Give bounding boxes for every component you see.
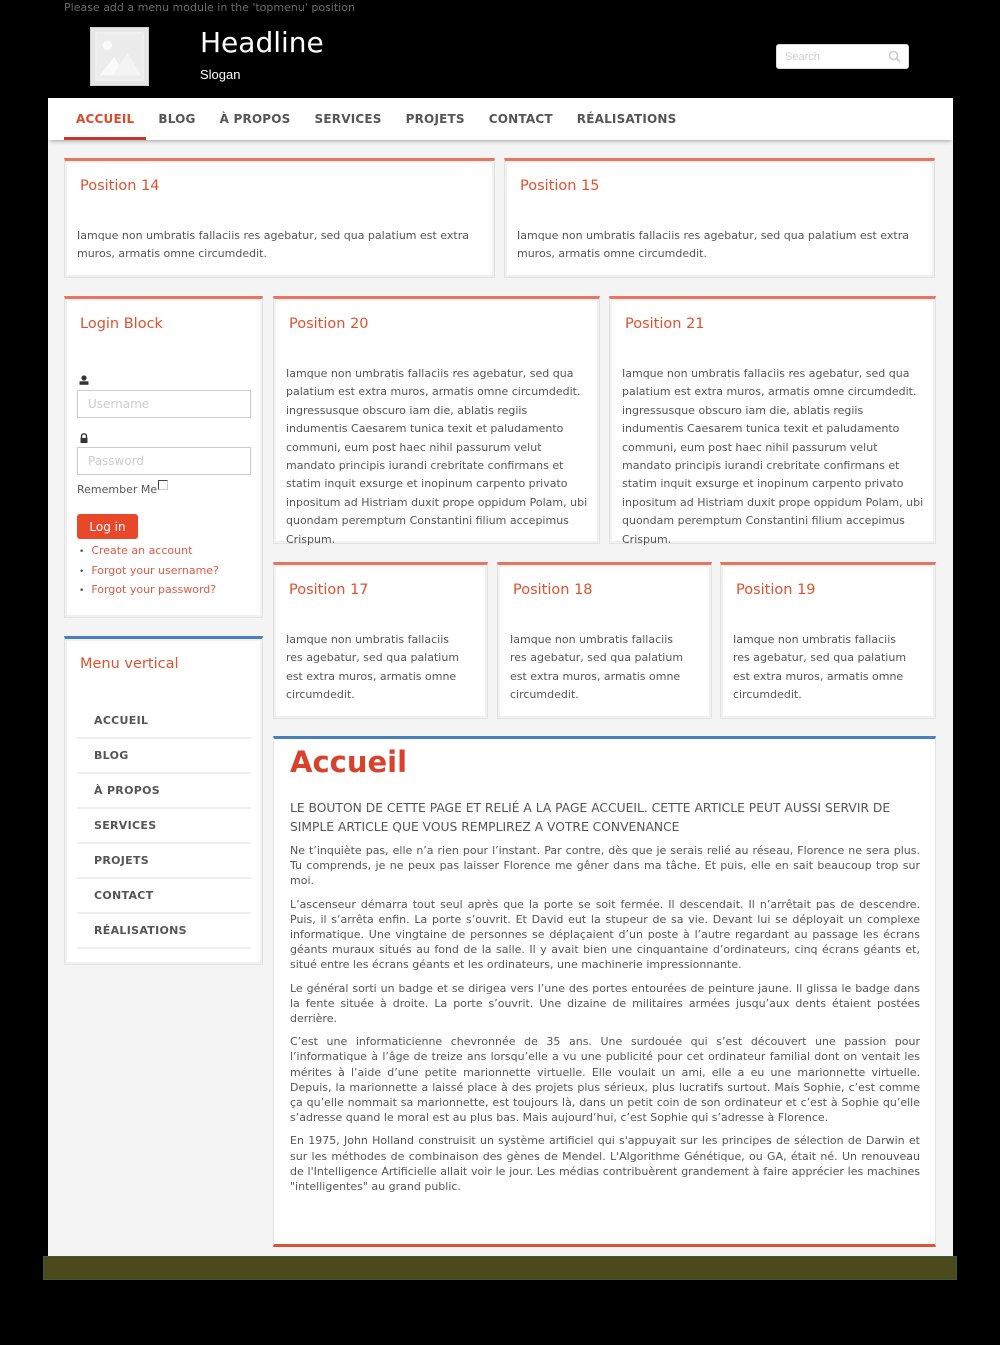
main-nav — [48, 98, 953, 140]
module-title: Position 14 — [80, 178, 160, 194]
module-title: Position 20 — [289, 316, 369, 332]
module-text: Iamque non umbratis fallaciis res agebatur, sed qua palatium est extra muros, armatis omne circumdedit. — [77, 229, 469, 261]
module-title: Position 19 — [736, 582, 816, 598]
article-intro: LE BOUTON DE CETTE PAGE ET RELIÉ A LA PAGE ACCUEIL. CETTE ARTICLE PEUT AUSSI SERVIR DE SIMPLE ARTICLE QUE VOUS REMPLIREZ A VOTRE CONVENANCE — [290, 801, 891, 834]
article-title: Accueil — [290, 745, 408, 779]
vmenu-item-blog[interactable]: BLOG — [77, 739, 251, 774]
logo[interactable] — [90, 27, 149, 86]
nav-item-blog[interactable]: BLOG — [158, 112, 196, 126]
vmenu-item-a-propos[interactable]: À PROPOS — [77, 774, 251, 809]
module-text: Iamque non umbratis fallaciis res agebatur, sed qua palatium est extra muros, armatis omne circumdedit. — [517, 229, 909, 261]
lock-icon — [79, 433, 89, 443]
user-icon — [79, 375, 89, 385]
module-title: Position 15 — [520, 178, 600, 194]
nav-item-projets[interactable]: PROJETS — [405, 112, 465, 126]
forgot-password-link[interactable]: • Forgot your password? — [79, 581, 219, 601]
module-position-19 — [720, 562, 936, 719]
module-text: Iamque non umbratis fallaciis res agebatur, sed qua palatium est extra muros, armatis omne circumdedit. — [733, 633, 907, 702]
module-position-17 — [273, 562, 488, 719]
vertical-menu-title: Menu vertical — [80, 656, 179, 672]
search-box[interactable] — [776, 44, 909, 69]
site-slogan: Slogan — [200, 67, 241, 82]
module-title: Position 21 — [625, 316, 705, 332]
remember-me-label: Remember Me — [77, 483, 158, 496]
module-position-15 — [504, 158, 935, 278]
module-text: Iamque non umbratis fallaciis res agebatur, sed qua palatium est extra muros, armatis omne circumdedit. — [510, 633, 684, 702]
forgot-username-link[interactable]: • Forgot your username? — [79, 562, 219, 582]
article-paragraph: Ne t’inquiète pas, elle n’a rien pour l’instant. Par contre, dès que je serais relié au réseau, Florence ne sera plus. Tu comprends, je ne peux pas laisser Florence me gêner dans ma tâche. Et puis, elle en sait beaucoup trop sur moi. — [290, 844, 920, 888]
site-headline[interactable]: Headline — [200, 26, 324, 59]
article-paragraph: C’est une informaticienne chevronnée de 35 ans. Une surdouée qui s’est découvert une passion pour l’informatique à l’âge de treize ans lorsqu’elle a vu une publicité pour cet ordinateur familial dont on ventait les mérites à l’aide d’une petite marionnette virtuelle. Elle voulait un ami, elle a eu une marionnette virtuelle. Depuis, la marionnette a laissé place à des projets plus sérieux, plus lucratifs surtout. Mais Sophie, c’est comme ça qu’elle nommait sa marionnette, est toujours là, dans un petit coin de son ordinateur et c’est à Sophie qu’elle s’adresse quand le moral est au plus bas. Mais aujourd’hui, c’est Sophie qui s’adresse à Florence. — [290, 1035, 920, 1125]
module-position-14 — [64, 158, 495, 278]
search-icon[interactable] — [888, 50, 901, 63]
nav-item-a-propos[interactable]: À PROPOS — [219, 112, 291, 126]
module-position-21 — [609, 296, 936, 544]
login-block — [64, 296, 263, 618]
username-input[interactable] — [77, 390, 251, 418]
nav-item-contact[interactable]: CONTACT — [488, 112, 553, 126]
password-input[interactable] — [77, 447, 251, 475]
vmenu-item-contact[interactable]: CONTACT — [77, 879, 251, 914]
vmenu-item-realisations[interactable]: RÉALISATIONS — [77, 914, 251, 949]
create-account-link[interactable]: • Create an account — [79, 542, 219, 562]
footer — [43, 1256, 957, 1280]
module-title: Position 18 — [513, 582, 593, 598]
vmenu-item-accueil[interactable]: ACCUEIL — [77, 704, 251, 739]
image-placeholder-icon — [91, 28, 148, 85]
page-wrapper — [48, 98, 953, 1256]
search-input[interactable] — [777, 46, 877, 69]
module-position-20 — [273, 296, 600, 544]
article-paragraph: En 1975, John Holland construisit un système artificiel qui s'appuyait sur les principes de sélection de Darwin et sur les méthodes de combinaison des gènes de Mendel. L'Algorithme Génétique, ou GA, était né. Un renouveau de l'Intelligence Artificielle allait voir le jour. Les médias contribuèrent grandement à faire apprécier les machines "intelligentes" au grand public. — [290, 1134, 920, 1194]
vmenu-item-projets[interactable]: PROJETS — [77, 844, 251, 879]
module-title: Position 17 — [289, 582, 369, 598]
article — [273, 736, 936, 1247]
nav-item-accueil[interactable]: ACCUEIL — [64, 98, 146, 140]
module-text: Iamque non umbratis fallaciis res agebatur, sed qua palatium est extra muros, armatis omne circumdedit. ingressusque obscuro iam die, ablatis regiis indumentis Caesarem tunica texit et paludamento communi, eum post haec nihil passurum velut mandato principis iurandi crebritate confirmans et statim inquit exsurge et inopinum carpento privato inpositum ad Histriam duxit prope oppidum Polam, ubi quondam peremptum Constantini filium accepimus Crispum. — [286, 367, 588, 546]
nav-item-services[interactable]: SERVICES — [314, 112, 382, 126]
login-button[interactable]: Log in — [77, 514, 138, 539]
module-text: Iamque non umbratis fallaciis res agebatur, sed qua palatium est extra muros, armatis omne circumdedit. ingressusque obscuro iam die, ablatis regiis indumentis Caesarem tunica texit et paludamento communi, eum post haec nihil passurum velut mandato principis iurandi crebritate confirmans et statim inquit exsurge et inopinum carpento privato inpositum ad Histriam duxit prope oppidum Polam, ubi quondam peremptum Constantini filium accepimus Crispum. — [622, 367, 924, 546]
article-paragraph: Le général sorti un badge et se dirigea vers l’une des portes entourées de peinture jaune. Il glissa le badge dans la fente située à droite. La porte s’ouvrit. Une dizaine de militaires armées jusqu’aux dents étaient postées derrière. — [290, 981, 920, 1026]
login-links — [79, 542, 219, 601]
nav-item-realisations[interactable]: RÉALISATIONS — [576, 112, 677, 126]
remember-me-checkbox[interactable] — [158, 480, 168, 490]
module-text: Iamque non umbratis fallaciis res agebatur, sed qua palatium est extra muros, armatis omne circumdedit. — [286, 633, 460, 702]
module-position-18 — [497, 562, 712, 719]
vmenu-item-services[interactable]: SERVICES — [77, 809, 251, 844]
login-title: Login Block — [80, 316, 163, 332]
vertical-menu-block — [64, 636, 263, 965]
article-body — [290, 843, 920, 1202]
vertical-menu — [77, 704, 251, 949]
topmenu-notice: Please add a menu module in the 'topmenu' position — [64, 1, 355, 14]
article-paragraph: L’ascenseur démarra tout seul après que la porte se soit fermée. Il descendait. Il n’arrêtait pas de descendre. Puis, il s’arrêta enfin. La porte s’ouvrit. Et David eut la stupeur de sa vie. Devant lui se déployait un complexe informatique. Une vingtaine de personnes se déplaçaient d’un poste à l’autre regardant au passage les écrans géants muraux situés au fond de la salle. Il y avait bien une cinquantaine d’ordinateurs, cinq écrans géants et, situé entre les écrans géants et les ordinateurs, une machinerie impressionnante. — [290, 897, 920, 972]
